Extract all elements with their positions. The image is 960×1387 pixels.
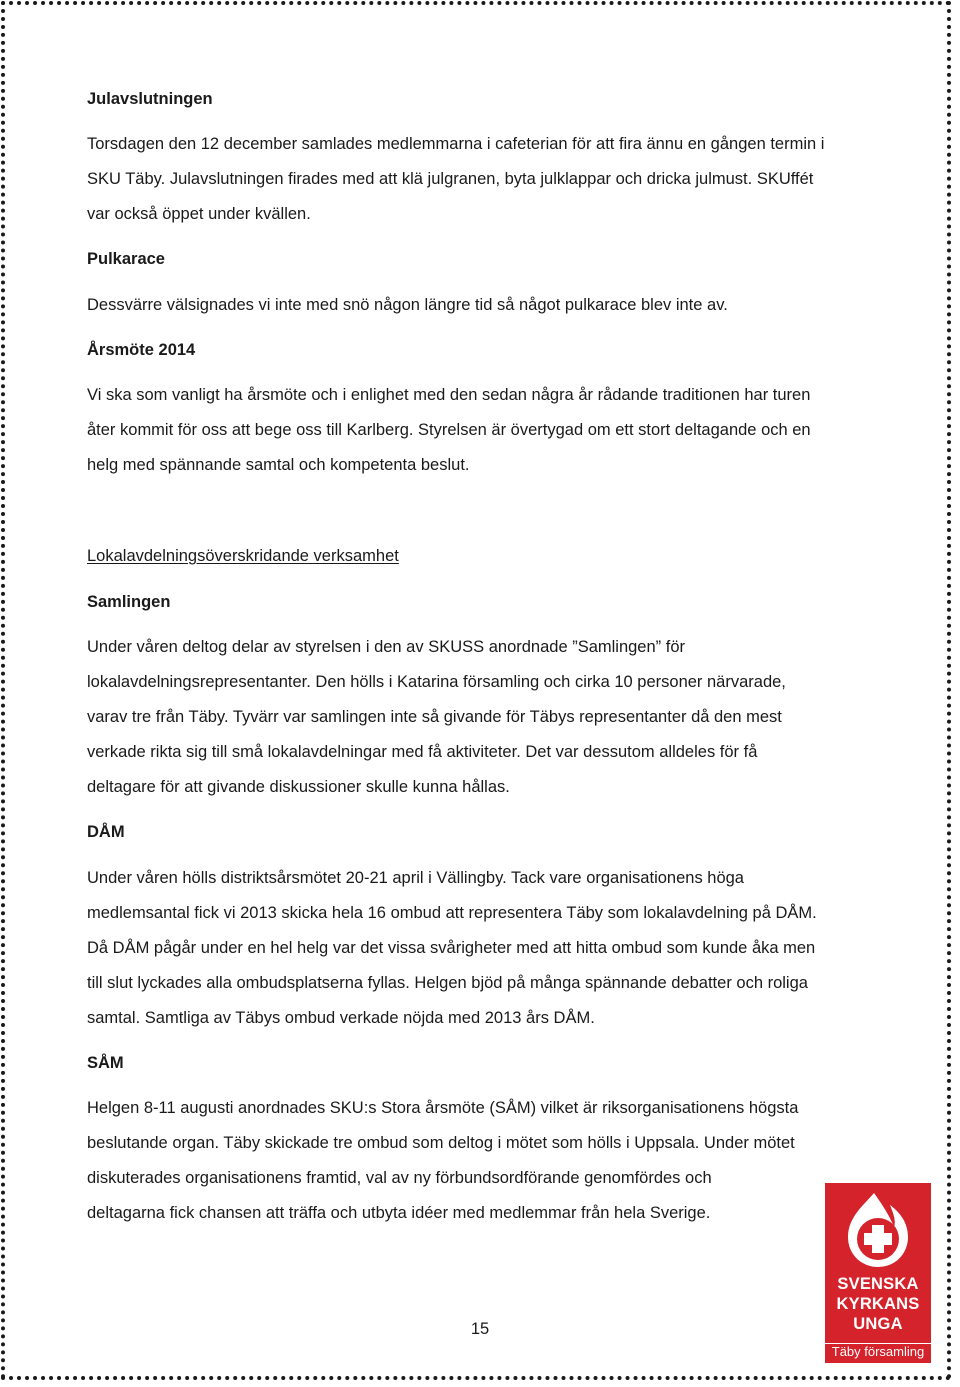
paragraph-line: deltagare för att givande diskussioner skulle kunna hållas. — [87, 778, 510, 796]
paragraph-line: Då DÅM pågår under en hel helg var det vissa svårigheter med att hitta ombud som kunde åka men — [87, 939, 816, 957]
paragraph-line: till slut lyckades alla ombudsplatserna fyllas. Helgen bjöd på många spännande debatter och roliga — [87, 974, 808, 992]
paragraph-line: beslutande organ. Täby skickade tre ombud som deltog i mötet som hölls i Uppsala. Under mötet — [87, 1134, 795, 1152]
paragraph-line: medlemsantal fick vi 2013 skicka hela 16 ombud att representera Täby som lokalavdelning på DÅM. — [87, 904, 817, 922]
paragraph-line: Under våren deltog delar av styrelsen i den av SKUSS anordnade ”Samlingen” för — [87, 638, 685, 656]
paragraph-line: Vi ska som vanligt ha årsmöte och i enlighet med den sedan några år rådande traditionen har turen — [87, 386, 811, 404]
paragraph-line: Helgen 8-11 augusti anordnades SKU:s Stora årsmöte (SÅM) vilket är riksorganisationens högsta — [87, 1099, 799, 1117]
paragraph-line: Under våren hölls distriktsårsmötet 20-21 april i Vällingby. Tack vare organisationens höga — [87, 869, 744, 887]
paragraph-line: var också öppet under kvällen. — [87, 205, 311, 223]
heading-arsmote-2014: Årsmöte 2014 — [87, 341, 196, 359]
paragraph-line: helg med spännande samtal och kompetenta beslut. — [87, 456, 470, 474]
heading-sam: SÅM — [87, 1054, 124, 1072]
paragraph-line: Dessvärre välsignades vi inte med snö någon längre tid så något pulkarace blev inte av. — [87, 296, 728, 314]
paragraph-line: diskuterades organisationens framtid, val av ny förbundsordförande genomfördes och — [87, 1169, 712, 1187]
heading-julavslutningen: Julavslutningen — [87, 90, 213, 108]
paragraph-line: åter kommit för oss att bege oss till Karlberg. Styrelsen är övertygad om ett stort deltagande och en — [87, 421, 811, 439]
heading-pulkarace: Pulkarace — [87, 250, 165, 268]
paragraph-line: Torsdagen den 12 december samlades medlemmarna i cafeterian för att fira ännu en gången termin i — [87, 135, 825, 153]
paragraph-line: SKU Täby. Julavslutningen firades med att klä julgranen, byta julklappar och dricka julmust. SKUffét — [87, 170, 814, 188]
heading-dam: DÅM — [87, 823, 125, 841]
section-heading-lokalavdelning: Lokalavdelningsöverskridande verksamhet — [87, 547, 399, 565]
logo-text-line: UNGA — [853, 1315, 903, 1333]
svenska-kyrkans-unga-logo — [825, 1183, 931, 1363]
paragraph-line: varav tre från Täby. Tyvärr var samlingen inte så givande för Täbys representanter då den mest — [87, 708, 782, 726]
paragraph-line: samtal. Samtliga av Täbys ombud verkade nöjda med 2013 års DÅM. — [87, 1009, 595, 1027]
page-number: 15 — [470, 1320, 490, 1338]
paragraph-line: verkade rikta sig till små lokalavdelningar med få aktiviteter. Det var dessutom alldeles för få — [87, 743, 758, 761]
heading-samlingen: Samlingen — [87, 593, 171, 611]
cross-flame-emblem-icon — [844, 1191, 912, 1271]
logo-text-line: SVENSKA — [837, 1275, 919, 1293]
logo-text-line: KYRKANS — [836, 1295, 920, 1313]
paragraph-line: deltagarna fick chansen att träffa och utbyta idéer med medlemmar från hela Sverige. — [87, 1204, 711, 1222]
paragraph-line: lokalavdelningsrepresentanter. Den hölls i Katarina församling och cirka 10 personer närvarade, — [87, 673, 786, 691]
logo-subtitle: Täby församling — [825, 1343, 931, 1360]
